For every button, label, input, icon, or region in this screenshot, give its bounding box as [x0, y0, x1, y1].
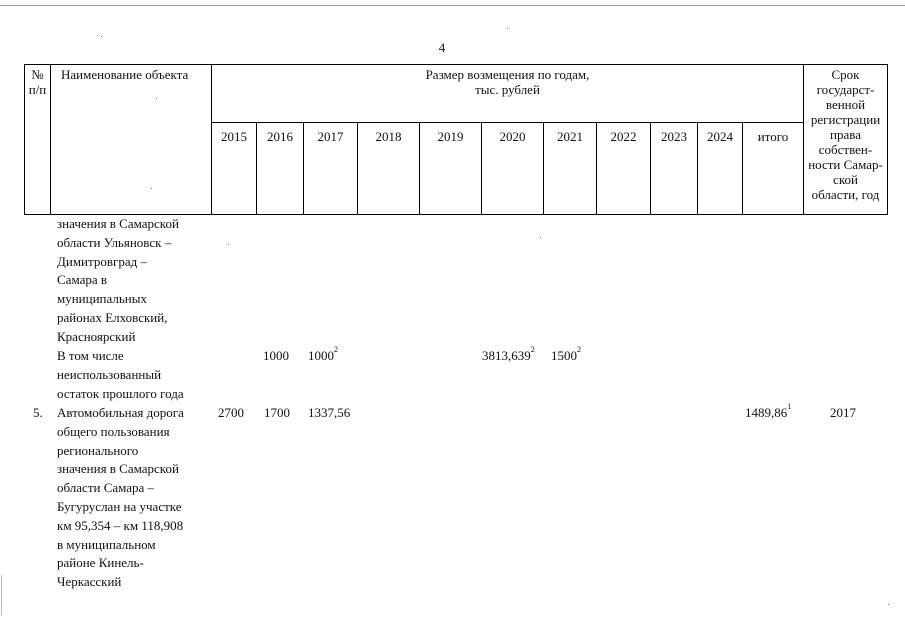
scan-edge-mark [1, 575, 2, 615]
name-line: муниципальных [57, 291, 148, 307]
scan-speck [156, 98, 157, 99]
subrow-value-2020 [482, 345, 535, 364]
top-rule [0, 5, 905, 6]
header-term-line: венной [825, 97, 866, 112]
scan-speck [97, 35, 98, 36]
name-line: Димитровград – [57, 253, 147, 269]
row5-value-2016: 1700 [264, 405, 290, 420]
name-line: районах Елховский, [57, 309, 168, 325]
name-line: районе Кинель- [57, 555, 144, 571]
name-line: области Самара – [57, 480, 155, 496]
header-number [25, 65, 51, 215]
year-2023: 2023 [651, 123, 698, 215]
scan-speck [101, 36, 102, 37]
header-term-line: Срок [831, 67, 860, 82]
year-2024: 2024 [698, 123, 743, 215]
year-2018: 2018 [358, 123, 420, 215]
header-term-line: государст- [816, 82, 875, 97]
name-line: в муниципальном [57, 536, 156, 552]
header-term-line: регистрации [810, 112, 881, 127]
year-2015: 2015 [212, 123, 257, 215]
continued-object-name [57, 215, 179, 347]
subrow-value-2017 [308, 345, 338, 364]
footnote-mark: 2 [334, 345, 338, 354]
value: 3813,639 [482, 348, 531, 363]
name-line: значения в Самарской [57, 461, 179, 477]
header-term-line: области, год [811, 187, 880, 202]
name-line: Самара в [57, 272, 108, 288]
footnote-mark: 2 [530, 345, 535, 354]
year-2021: 2021 [544, 123, 597, 215]
name-line: В том числе [57, 348, 124, 363]
year-2017: 2017 [304, 123, 358, 215]
year-2022: 2022 [597, 123, 651, 215]
header-amount-line: тыс. рублей [475, 82, 540, 97]
row5-value-2015: 2700 [218, 405, 244, 420]
value: 1500 [551, 348, 577, 363]
footnote-mark: 1 [787, 402, 792, 411]
header-amount-line: Размер возмещения по годам, [425, 67, 590, 82]
header-term-line: права [830, 127, 861, 142]
scan-speck [888, 604, 889, 605]
value: 1000 [308, 348, 334, 363]
name-line: значения в Самарской [57, 216, 179, 231]
name-line: Автомобильная дорога [57, 405, 184, 420]
footnote-mark: 2 [577, 345, 581, 354]
name-line: Бугуруслан на участке [57, 498, 182, 514]
scan-speck [228, 244, 229, 245]
header-number-line: п/п [28, 82, 47, 97]
name-line: Красноярский [57, 328, 136, 344]
name-line: регионального [57, 442, 139, 458]
header-amount-by-year [212, 65, 804, 123]
header-term-line: ности Самар- [808, 157, 883, 172]
year-2020: 2020 [482, 123, 544, 215]
scan-speck [507, 28, 508, 29]
header-number-line: № [31, 67, 44, 82]
header-table [24, 64, 888, 215]
unused-balance-label [57, 347, 184, 403]
year-2019: 2019 [420, 123, 482, 215]
page-number: 4 [438, 40, 446, 55]
row5-number: 5. [33, 405, 43, 420]
row5-registration-term: 2017 [830, 405, 856, 420]
subrow-value-2016: 1000 [263, 348, 289, 363]
name-line: остаток прошлого года [57, 385, 184, 401]
scan-speck [151, 188, 152, 189]
value: 1489,86 [745, 405, 788, 420]
name-line: км 95,354 – км 118,908 [57, 517, 184, 533]
row5-object-name [57, 404, 184, 592]
row5-value-2017: 1337,56 [308, 405, 351, 420]
subrow-value-2021 [551, 345, 581, 364]
name-line: общего пользования [57, 423, 170, 439]
header-term-line: собствен- [818, 142, 873, 157]
header-object-name: Наименование объекта [51, 65, 212, 215]
header-registration-term [804, 65, 888, 215]
name-line: Черкасский [57, 574, 122, 590]
scan-speck [540, 237, 541, 238]
name-line: неиспользованный [57, 366, 162, 382]
header-term-line: ской [833, 172, 858, 187]
year-2016: 2016 [257, 123, 304, 215]
name-line: области Ульяновск – [57, 234, 172, 250]
row5-total [745, 402, 792, 421]
year-total: итого [743, 123, 804, 215]
